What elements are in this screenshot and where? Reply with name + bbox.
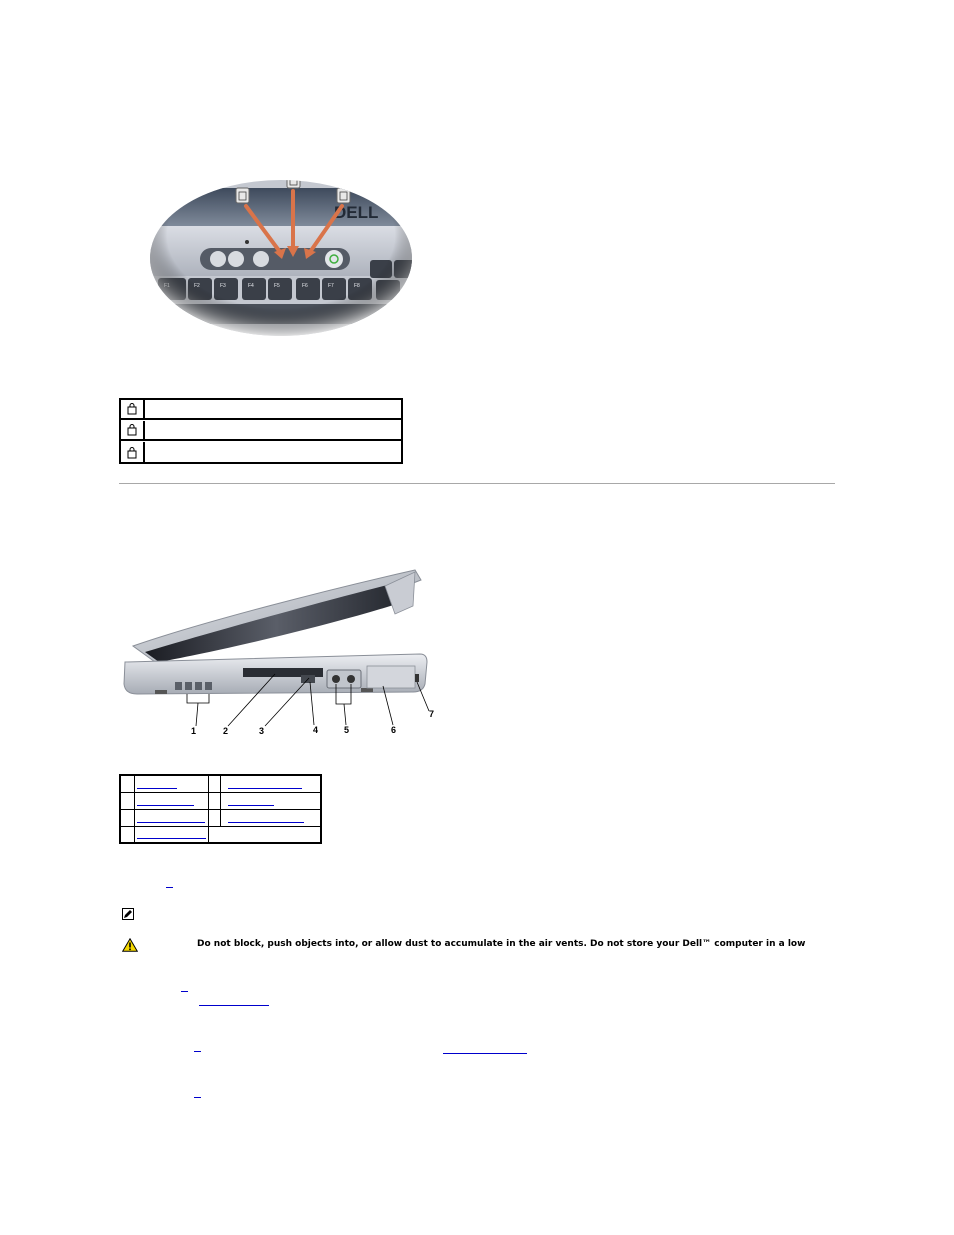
smart-card-slot-link[interactable]	[137, 822, 205, 823]
callout-num-cell	[209, 810, 221, 826]
module-bay-graphic	[367, 666, 415, 688]
num-lock-icon	[127, 403, 137, 415]
callout-number: 5	[344, 725, 350, 735]
table-icon-cell	[121, 442, 145, 464]
audio-connector-graphic	[347, 675, 355, 683]
pc-card-slot-link[interactable]	[137, 805, 194, 806]
smart-cards-link[interactable]	[443, 1053, 527, 1054]
callout-num-cell	[121, 776, 135, 792]
audio-connector-graphic	[332, 675, 340, 683]
caps-lock-icon	[127, 424, 137, 436]
callout-number: 6	[391, 725, 397, 735]
air-vents-link[interactable]	[137, 788, 177, 789]
smart-card-slot-back-link[interactable]	[194, 1051, 201, 1052]
usb-connector-back-link[interactable]	[194, 1097, 201, 1098]
audio-connectors-link[interactable]	[228, 788, 302, 789]
note-icon	[122, 908, 134, 920]
callout-link-cell[interactable]	[135, 810, 209, 826]
callout-num-cell	[209, 827, 221, 842]
table-row	[121, 400, 401, 420]
callout-num-cell	[121, 827, 135, 842]
callout-link-cell[interactable]	[135, 793, 209, 809]
callout-number: 2	[223, 726, 229, 736]
table-row	[121, 810, 320, 827]
caution-text: Do not block, push objects into, or allow dust to accumulate in the air vents. Do not store your Dell™ computer in a low	[197, 939, 806, 949]
table-row	[121, 421, 401, 441]
status-light-table	[119, 398, 403, 464]
table-icon-cell	[121, 421, 145, 439]
callout-link-cell[interactable]	[135, 827, 209, 842]
security-cable-slot-link[interactable]	[228, 822, 304, 823]
air-vents-back-link[interactable]	[166, 887, 173, 888]
section-divider	[119, 483, 835, 484]
callout-number: 7	[429, 709, 435, 719]
caution-icon	[122, 938, 138, 952]
callout-num-cell	[209, 793, 221, 809]
table-row	[121, 827, 320, 842]
callout-number: 3	[259, 726, 265, 736]
laptop-side-view-illustration	[115, 566, 440, 738]
keyboard-status-lights-illustration	[150, 168, 412, 336]
callout-num-cell	[121, 810, 135, 826]
table-row	[121, 442, 401, 464]
table-row	[121, 776, 320, 793]
callout-link-cell[interactable]	[135, 776, 209, 792]
callout-number: 4	[313, 725, 319, 735]
pc-cards-link[interactable]	[199, 1005, 269, 1006]
usb-connector-link[interactable]	[137, 838, 206, 839]
module-bay-link[interactable]	[228, 805, 274, 806]
pc-card-slot-back-link[interactable]	[181, 991, 188, 992]
table-icon-cell	[121, 400, 145, 418]
table-row	[121, 793, 320, 810]
callout-num-cell	[209, 776, 221, 792]
security-slot-graphic	[415, 674, 419, 682]
callout-num-cell	[121, 793, 135, 809]
callout-table	[119, 774, 322, 844]
scroll-lock-icon	[127, 447, 137, 459]
callout-number: 1	[191, 726, 197, 736]
